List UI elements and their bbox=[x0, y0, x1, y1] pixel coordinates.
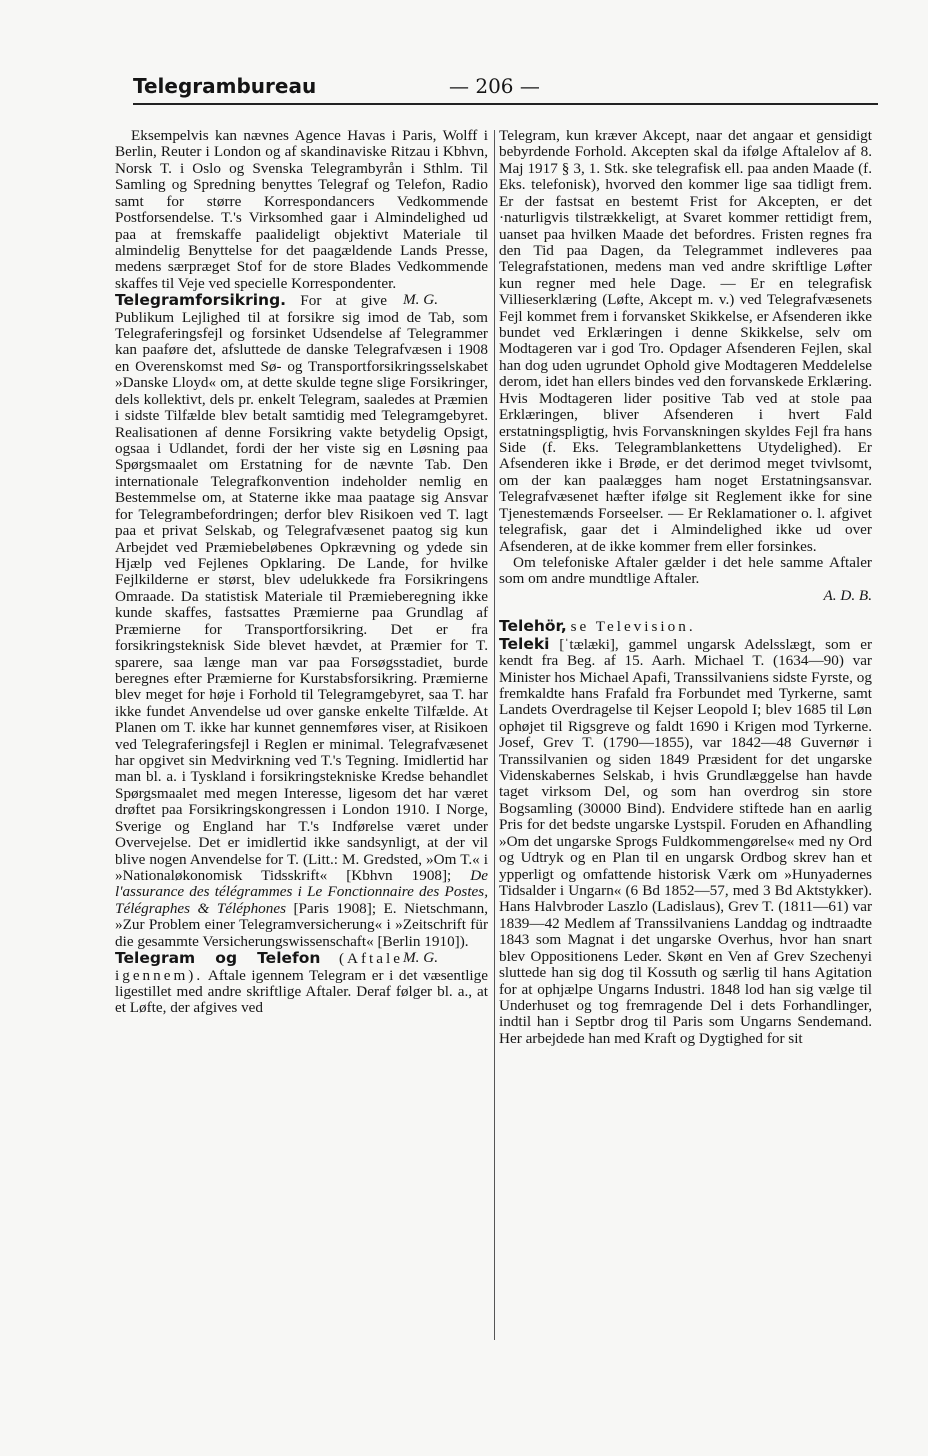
paragraph-text: Telegram, kun kræver Akcept, naar det angaar et gensidigt bebyrdende Forhold. Akcepten skal da ifølge Aftalelov af 8. Maj 1917 § 3, 1. Stk. ske telegrafisk ell. paa anden Maade (f. Eks. telefonisk), hvorved den kommer lige saa tidligt frem. Er der fastsat en bestemt Frist for Akcepten, er det ·naturligvis tilstrækkeligt, at Svaret kommer rettidigt frem, uanset paa hvilken Maade det befordres. Fristen regnes fra den Tid paa Dagen, da Telegrammet indleveres paa Telegrafstationen, medens man ved andre skriftlige Løfter kun regner med hele Dage. — Er en telegrafisk Villieserklæring (Løfte, Akcept m. v.) ved Telegrafvæsenets Fejl kommet frem i forvansket Skikkelse, er Afsenderen ikke bundet ved Erklæringen i denne Skikkelse, selv om Modtageren var i god Tro. Opdager Afsenderen Fejlen, skal han dog uden ugrundet Ophold give Modtageren Meddelelse derom, idet han ellers bindes ved den forvanskede Erklæring. Hvis Modtageren lider positive Tab ved at stole paa Erklæringen, bliver Afsenderen i hvert Fald erstatningspligtig, hvis Forvanskningen skyldes Fejl fra hans Side (f. Eks. Telegramblankettens Utydelighed). Er Afsenderen ikke i Brøde, er det derimod meget tvivlsomt, om der kan paalægges ham noget Erstatningsansvar. Telegrafvæsenet hæfter ifølge sit Reglement ikke for sine Tjenestemænds Forseelser. — Er Reklamationer o. l. afgivet telegrafisk, gaar det i Almindelighed ikke ud over Afsenderen, at de ikke kommer frem eller forsinkes. bbox=[499, 127, 872, 555]
entry-subheading: (Aftale igennem). bbox=[115, 950, 403, 984]
page-number: — 206 — bbox=[449, 74, 540, 98]
entry-telehor bbox=[499, 618, 872, 635]
column-divider bbox=[494, 130, 495, 1340]
entry-text: For at give Publikum Lejlighed til at forsikre sig imod de Tab, som Telegraferingsfejl og forsinket Udsendelse af Telegrammer kan paaføre det, afsluttede de danske Telegrafvæsen i 1908 en Overenskomst med Sø- og Transportforsikringsselskabet »Danske Lloyd« om, at dette skulde tegne slige Forsikringer, dels kollektivt, dels pr. enkelt Telegram, saaledes at Præmien i sidste Tilfælde blev betalt samtidig med Telegramgebyret. Realisationen af denne Forsikring vakte betydelig Opsigt, ogsaa i Udlandet, fordi der her viste sig en Løsning paa Spørgsmaalet om Erstatning for de nævnte Tab. Den internationale Telegrafkonvention indeholder nemlig en Bestemmelse om, at Staterne ikke maa paatage sig Ansvar for Telegrambefordringen; derfor blev Risikoen ved T. lagt paa et privat Selskab, og Telegrafvæsenet paatog sig kun Arbejdet ved Præmiebeløbenes Opkrævning og ydede sin Hjælp ved Fejlenes Opklaring. De Lande, for hvilke Fejlkilderne er størst, blev udelukkede fra Forsikringens Omraade. Da statistisk Materiale til Præmieberegning ikke kunde skaffes, fastsattes Præmierne paa Grundlag af Præmierne for Transportforsikring. Det er fra forsikringsteknisk Side blevet hævdet, at Præmier for T. sparere, saa længe man var paa Forsøgsstadiet, burde beregnes efter Præmierne for Kurstabsforsikring. Præmierne blev meget for høje i Forhold til Telegramgebyret, saa T. har ikke fundet Anvendelse ud over ganske enkelte Tilfælde. At Planen om T. ikke har kunnet gennemføres viser, at Risikoen ved Telegraferingsfejl i Reglen er minimal. Telegrafvæsenet har opgivet sin Medvirkning ved T.'s Tegning. Imidlertid har man bl. a. i Tyskland i forsikringstekniske Kredse behandlet Spørgsmaalet med megen Interesse, ligesom det har været drøftet paa Forsikringskongressen i London 1910. I Norge, Sverige og England har T.'s Indførelse været under Overvejelse. Det er imidlertid ikke sandsynligt, at der vil blive nogen Anvendelse for T. (Litt.: M. Gredsted, »Om T.« i »Nationaløkonomisk Tidsskrift« [Kbhvn 1908]; bbox=[115, 292, 488, 884]
entry-headword: Telehör, bbox=[499, 617, 567, 636]
author-signature: M. G. bbox=[402, 949, 438, 967]
entry-headword: Telegram og Telefon bbox=[115, 949, 321, 968]
page-header bbox=[133, 74, 873, 102]
entry-headword: Telegramforsikring. bbox=[115, 291, 287, 310]
entry-text: Aftale igennem Telegram er i det væsentlige ligestillet med andre skriftlige Aftaler. Deraf følger bl. a., at et Løfte, der afgives ved bbox=[115, 966, 488, 1017]
paragraph-text: Eksempelvis kan nævnes Agence Havas i Paris, Wolff i Berlin, Reuter i London og af skandinaviske Ritzau i Kbhvn, Norsk T. i Oslo og Svenska Telegrambyrån i Sthlm. Til Samling og Spredning benyttes Telegraf og Telefon, Radio samt for større Korrespondancers Vedkommende Postforsendelse. T.'s Virksomhed gaar i Almindelighed ud paa at fremskaffe paalideligt objektivt Materiale til almindelig Benyttelse for det paagældende Lands Presse, medens særpræget Stof for de store Blades Vedkommende skaffes til Veje ved specielle Korrespondenter. bbox=[115, 127, 488, 292]
author-signature: M. G. bbox=[402, 291, 438, 309]
entry-teleki bbox=[499, 636, 872, 1048]
entry-text: [ˈtælæki], gammel ungarsk Adelsslægt, som er kendt fra Beg. af 15. Aarh. Michael T. (1634—90) var Minister hos Michael Apafi, Transsilvaniens sidste Fyrste, og fremkaldte hans Frafald fra Forbundet med Tyrkerne, samt Landets Overdragelse til Kejser Leopold I; blev 1685 til Løn ophøjet til Rigsgreve og faldt 1690 i Krigen mod Tyrkerne. Josef, Grev T. (1790—1855), var 1842—48 Guvernør i Transsilvanien og siden 1849 Præsident for det ungarske Videnskabernes Selskab, i hvis Grundlæggelse han havde taget virksom Del, og som han overdrog sin store Bogsamling (30000 Bind). Endvidere stiftede han en aarlig Pris for det bedste ungarske Lystspil. Foruden en Afhandling »Om det ungarske Sprogs Fuldkommengørelse« med ny Ord og Udtryk og en Plan til en ungarsk Ordbog skrev han et ypperligt og omfattende historisk Værk om »Hunyadernes Tidsalder i Ungarn« (6 Bd 1852—57, med 3 Bd Aktstykker). Hans Halvbroder Laszlo (Ladislaus), Grev T. (1811—61) var 1839—42 Medlem af Transsilvaniens Landdag og indtraadte 1843 som Magnat i det ungarske Overhus, hvor han snart blev Oppositionens Leder. Skønt en Ven af Grev Szechenyi sluttede han sig dog til Kossuth og særlig til hans Agitation for at ophjælpe Ungarns Industri. 1848 lod han sig vælge til Underhuset og tog fremragende Del i dets Forhandlinger, indtil han i Septbr drog til Paris som Ungarns Sendemand. Her arbejdede han med Kraft og Dygtighed for sit bbox=[499, 635, 872, 1047]
entry-text-end: [Paris 1908]; E. Nietschmann, »Zur Problem einer Telegramversicherung« i »Zeitschrift für die gesammte Versicherungswissenschaft« [Berlin 1910]). bbox=[115, 899, 489, 950]
spacer bbox=[499, 604, 872, 618]
entry-headword: Teleki bbox=[499, 634, 550, 653]
entry-italic-citation: De l'assurance des télégrammes i Le Fonctionnaire des Postes, Télégraphes & Téléphones bbox=[115, 866, 488, 917]
article-paragraph bbox=[499, 555, 872, 588]
running-head: Telegrambureau bbox=[133, 74, 317, 98]
paragraph-text: Om telefoniske Aftaler gælder i det hele samme Aftaler som om andre mundtlige Aftaler. bbox=[499, 553, 872, 588]
header-rule bbox=[133, 103, 878, 105]
right-column bbox=[499, 128, 872, 1047]
left-column bbox=[115, 128, 488, 1017]
author-signature: A. D. B. bbox=[823, 586, 872, 604]
cross-reference: se Television. bbox=[570, 618, 696, 636]
article-paragraph bbox=[499, 128, 872, 555]
